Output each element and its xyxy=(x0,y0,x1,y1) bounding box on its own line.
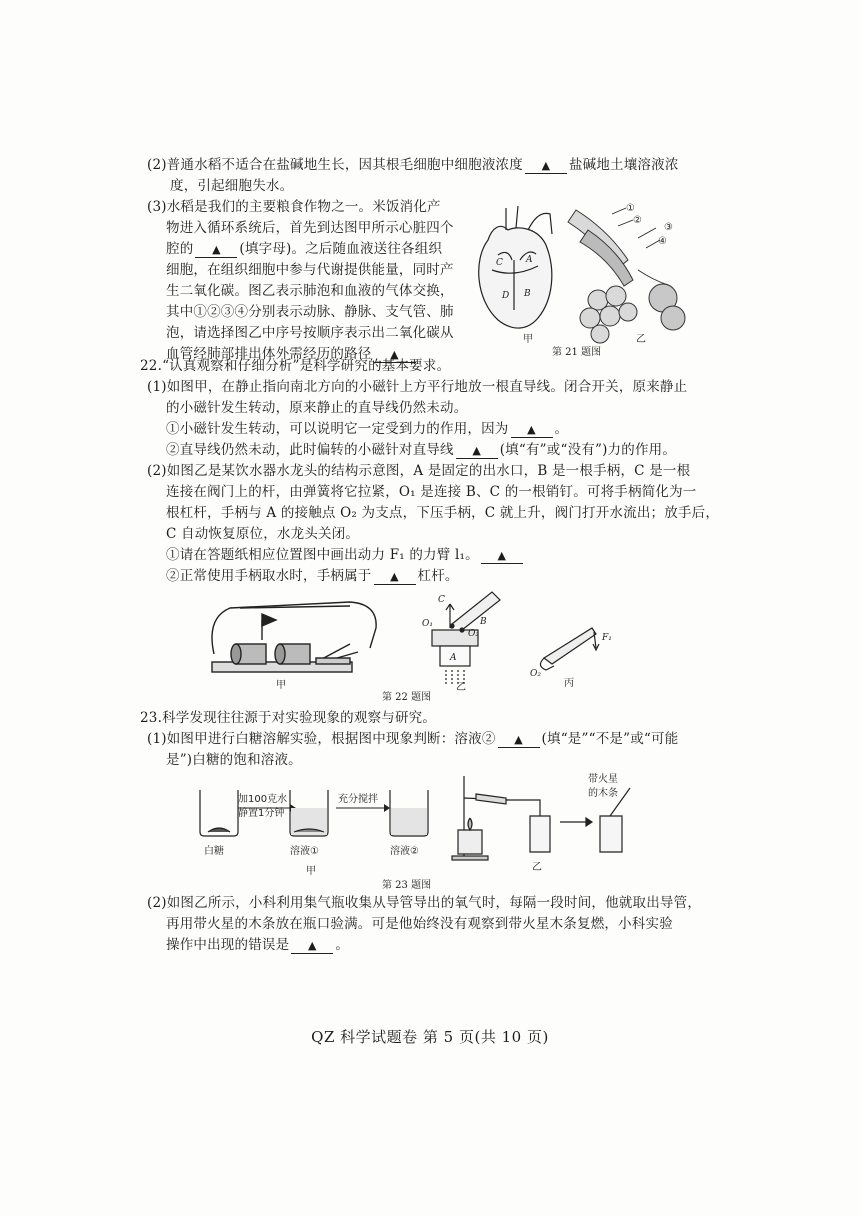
faucet-label-c: C xyxy=(438,595,445,605)
q21-p3-text: 腔的 xyxy=(166,241,194,257)
q21-p3-line7: 泡，请选择图乙中序号按顺序表示出二氧化碳从 xyxy=(166,325,454,341)
figure-22 xyxy=(200,588,640,692)
lung-marker-3: ③ xyxy=(664,222,673,233)
beaker-2 xyxy=(290,790,328,836)
lever-label-o2: O₂ xyxy=(530,669,541,679)
q22-p2-sub2 xyxy=(166,567,459,585)
answer-blank[interactable]: ▲ xyxy=(481,549,523,564)
faucet-label-o2: O₂ xyxy=(468,629,479,639)
q22-p1-sub1-text-2: 。 xyxy=(554,421,569,437)
q21-p2-line1 xyxy=(147,156,679,174)
q22-p1-sub2 xyxy=(166,441,676,459)
figure-21-label-yi: 乙 xyxy=(636,334,646,345)
stir-label: 充分搅拌 xyxy=(338,794,378,805)
add-water-label-2: 静置1分钟 xyxy=(238,808,285,819)
q22-p2-sub1 xyxy=(166,546,525,564)
figure-22-label-yi: 乙 xyxy=(456,682,466,692)
q21-p3-line6: 其中①②③④分别表示动脉、静脉、支气管、肺 xyxy=(166,304,454,320)
figure-22-label-jia: 甲 xyxy=(276,680,286,691)
q21-p3-text-3: 血管经肺部排出体外需经历的路径 xyxy=(166,346,372,362)
q23-p2-line3 xyxy=(166,936,349,954)
figure-23-label-yi: 乙 xyxy=(532,862,542,873)
figure-22-label-bing: 丙 xyxy=(564,678,574,689)
q23-stem: 23.科学发现往往源于对实验现象的观察与研究。 xyxy=(140,710,437,726)
figure-21-label-jia: 甲 xyxy=(523,334,533,345)
figure-23 xyxy=(190,770,650,882)
q22-p2-line1: (2)如图乙是某饮水器水龙头的结构示意图，A 是固定的出水口，B 是一根手柄，C 是一根 xyxy=(147,463,691,479)
ember-label-2: 的木条 xyxy=(588,788,618,799)
answer-blank[interactable]: ▲ xyxy=(511,423,553,438)
answer-blank[interactable]: ▲ xyxy=(374,570,416,585)
faucet-diagram xyxy=(432,592,500,686)
q22-p2-line2: 连接在阀门上的杆，由弹簧将它拉紧，O₁ 是连接 B、C 的一根销钉。可将手柄简化为一 xyxy=(166,484,697,500)
add-water-label-1: 加100克水 xyxy=(238,794,288,805)
q22-stem: 22.“认真观察和仔细分析”是科学研究的基本要求。 xyxy=(140,358,451,374)
lever-diagram xyxy=(540,628,599,670)
solution-2-label: 溶液② xyxy=(390,846,419,857)
q21-p3-line5: 生二氧化碳。图乙表示肺泡和血液的气体交换， xyxy=(166,283,454,299)
page-footer: QZ 科学试题卷 第 5 页(共 10 页) xyxy=(311,1028,549,1046)
lever-label-f1: F₁ xyxy=(602,633,612,643)
figure-23-drawing xyxy=(190,770,650,882)
q23-p2-line1: (2)如图乙所示，小科利用集气瓶收集从导管导出的氧气时，每隔一段时间，他就取出导管， xyxy=(147,895,702,911)
figure-23-caption: 第 23 题图 xyxy=(382,880,432,891)
q21-p3-line2: 物进入循环系统后，首先到达图甲所示心脏四个 xyxy=(166,220,454,236)
sugar-label: 白糖 xyxy=(204,846,224,857)
q23-p2-line2: 再用带火星的木条放在瓶口验满。可是他始终没有观察到带火星木条复燃，小科实验 xyxy=(166,916,673,932)
q21-p3-line3 xyxy=(166,240,442,258)
q22-p1-sub1-text: ①小磁针发生转动，可以说明它一定受到力的作用，因为 xyxy=(166,421,509,437)
heart-letter-a: A xyxy=(526,255,533,265)
heart-letter-d: D xyxy=(502,291,510,301)
answer-blank[interactable]: ▲ xyxy=(456,444,498,459)
figure-21-drawing xyxy=(468,200,698,360)
q23-p1-text-2: (填“是”“不是”或“可能 xyxy=(541,731,679,747)
heart-diagram xyxy=(479,206,552,328)
q23-p1-line2: 是”)白糖的饱和溶液。 xyxy=(166,752,302,768)
q21-p2-text: (2)普通水稻不适合在盐碱地生长，因其根毛细胞中细胞液浓度 xyxy=(147,157,523,173)
figure-22-caption: 第 22 题图 xyxy=(382,692,432,703)
solution-1-label: 溶液① xyxy=(290,846,319,857)
figure-21-caption: 第 21 题图 xyxy=(552,347,602,358)
q21-p3-line1: (3)水稻是我们的主要粮食作物之一。米饭消化产 xyxy=(147,199,441,215)
circuit-apparatus xyxy=(212,602,376,672)
faucet-label-o1: O₁ xyxy=(422,619,433,629)
q22-p2-line4: C 自动恢复原位，水龙头关闭。 xyxy=(166,526,360,542)
figure-23-label-jia: 甲 xyxy=(306,866,316,877)
q21-p2-text-2: 盐碱地土壤溶液浓 xyxy=(568,157,679,173)
q21-p3-line4: 细胞，在组织细胞中参与代谢提供能量，同时产 xyxy=(166,262,454,278)
lung-marker-4: ④ xyxy=(658,236,667,247)
ember-label-1: 带火星 xyxy=(588,774,618,785)
q22-p1-line2: 的小磁针发生转动，原来静止的直导线仍然未动。 xyxy=(166,400,468,416)
figure-22-drawing xyxy=(200,588,640,692)
q21-p2-line2: 度，引起细胞失水。 xyxy=(170,178,294,194)
faucet-label-a: A xyxy=(450,653,457,663)
heart-letter-c: C xyxy=(496,258,503,268)
q23-p2-text: 操作中出现的错误是 xyxy=(166,937,290,953)
heart-letter-b: B xyxy=(524,289,531,299)
answer-blank[interactable]: ▲ xyxy=(525,159,567,174)
q23-p1-text: (1)如图甲进行白糖溶解实验，根据图中现象判断：溶液② xyxy=(147,731,496,747)
answer-blank[interactable]: ▲ xyxy=(195,243,237,258)
beaker-3 xyxy=(390,790,428,836)
q21-p3-text-2: (填字母)。之后随血液送往各组织 xyxy=(239,241,443,257)
faucet-label-b: B xyxy=(480,617,487,627)
q22-p1-sub2-text: ②直导线仍然未动，此时偏转的小磁针对直导线 xyxy=(166,442,454,458)
q23-p1-line1 xyxy=(147,730,678,748)
q22-p1-sub2-text-2: (填“有”或“没有”)力的作用。 xyxy=(499,442,677,458)
answer-blank[interactable]: ▲ xyxy=(498,733,540,748)
answer-blank[interactable]: ▲ xyxy=(374,348,416,363)
q22-p2-line3: 根杠杆，手柄与 A 的接触点 O₂ 为支点，下压手柄，C 就上升，阀门打开水流出；放手后， xyxy=(166,505,720,521)
beaker-1 xyxy=(200,790,238,836)
q22-p2-sub1-text: ①请在答题纸相应位置图中画出动力 F₁ 的力臂 l₁。 xyxy=(166,547,479,563)
answer-blank[interactable]: ▲ xyxy=(291,939,333,954)
q22-p2-sub2-text-2: 杠杆。 xyxy=(417,568,459,584)
q23-p2-text-2: 。 xyxy=(335,937,350,953)
q22-p1-sub1 xyxy=(166,420,568,438)
figure-21 xyxy=(468,200,698,360)
q22-p1-line1: (1)如图甲，在静止指向南北方向的小磁针上方平行地放一根直导线。闭合开关，原来静止 xyxy=(147,379,688,395)
q22-p2-sub2-text: ②正常使用手柄取水时，手柄属于 xyxy=(166,568,372,584)
lung-marker-2: ② xyxy=(633,215,642,226)
lung-marker-1: ① xyxy=(626,203,635,214)
